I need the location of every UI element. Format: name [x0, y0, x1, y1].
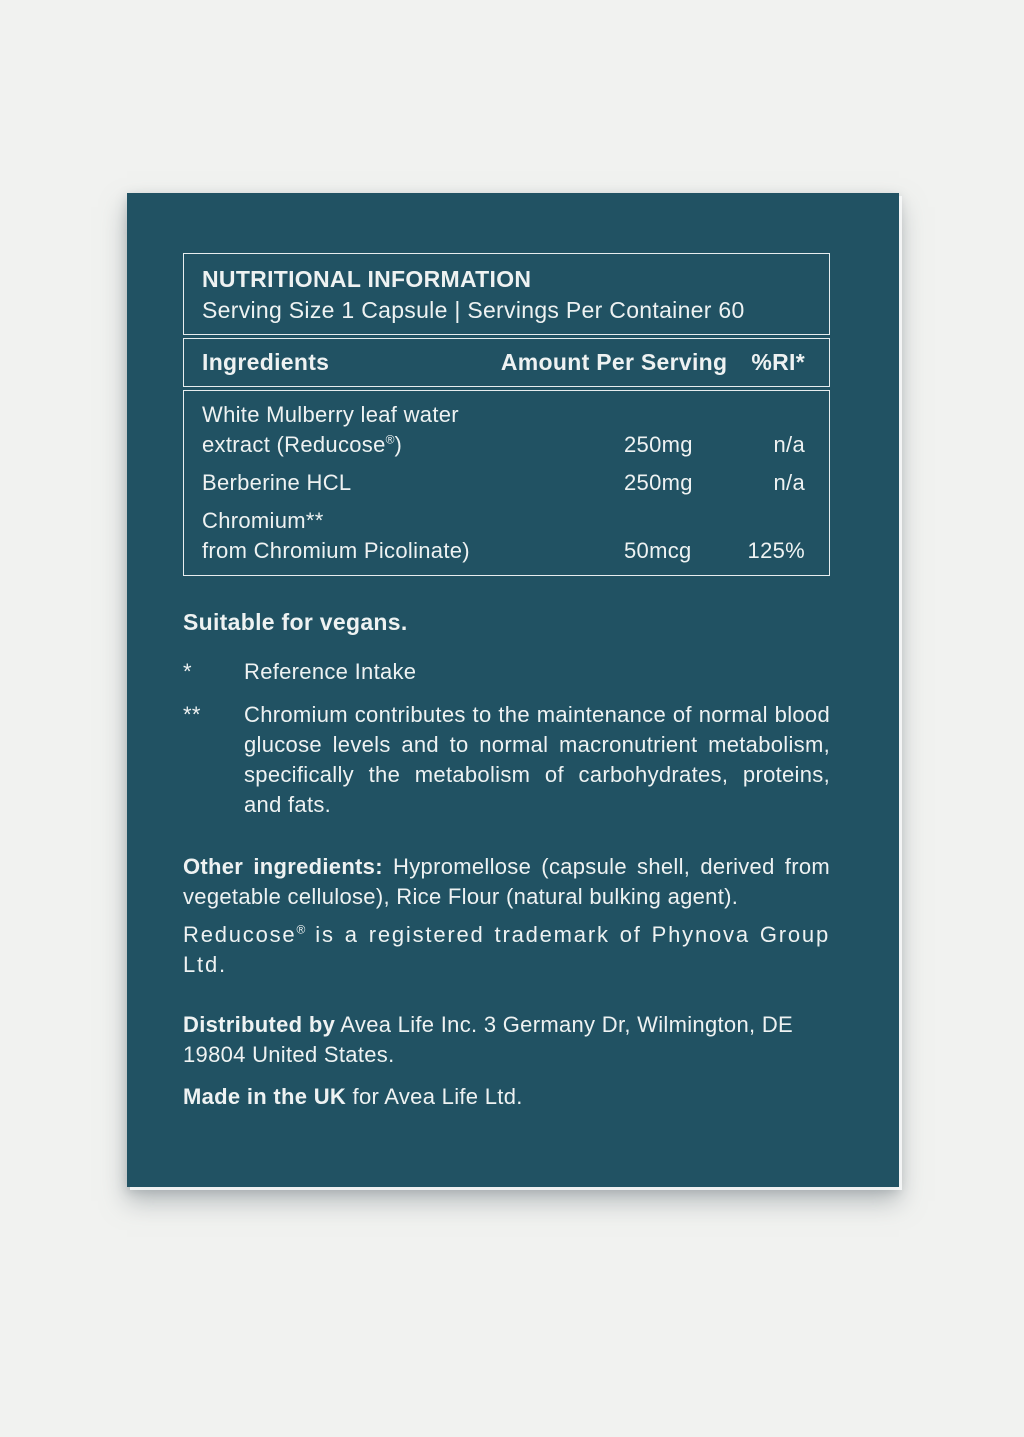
table-row-chromium	[184, 506, 829, 566]
footnote-reference-intake	[183, 657, 830, 687]
ingredient-name: White Mulberry leaf water extract (Reducose®)	[202, 402, 459, 457]
footnote-chromium-claim	[183, 700, 830, 820]
trademark-text: is a registered trademark of Phynova Group Ltd.	[183, 922, 830, 977]
table-title-section	[183, 253, 830, 335]
column-header-ingredients: Ingredients	[202, 349, 330, 375]
distributed-by-label: Distributed by	[183, 1012, 336, 1037]
table-data-section	[183, 390, 830, 576]
made-in-paragraph	[183, 1082, 830, 1112]
amount-value: 50mcg	[624, 538, 692, 563]
ingredient-name: Chromium** from Chromium Picolinate)	[202, 508, 470, 563]
other-ingredients-label: Other ingredients:	[183, 854, 383, 879]
made-in-text: for Avea Life Ltd.	[352, 1084, 523, 1109]
registered-trademark-symbol: ®	[296, 922, 306, 937]
table-row-berberine	[184, 468, 829, 498]
footnote-marker: *	[183, 659, 192, 684]
nutrition-label-card	[127, 193, 899, 1187]
trademark-paragraph	[183, 920, 830, 980]
table-row-white-mulberry	[184, 400, 829, 460]
vegan-note: Suitable for vegans.	[183, 609, 408, 635]
registered-trademark-symbol: ®	[385, 432, 395, 447]
nutrition-table	[183, 253, 830, 576]
distributor-paragraph	[183, 1010, 830, 1070]
amount-value: 250mg	[624, 470, 693, 495]
table-header-row	[183, 338, 830, 387]
footnote-text: Chromium contributes to the maintenance of normal blood glucose levels and to normal macronutrient metabolism, specifically the metabolism of carbohydrates, proteins, and fats.	[244, 702, 830, 817]
column-header-amount: Amount Per Serving	[500, 349, 728, 375]
made-in-uk-label: Made in the UK	[183, 1084, 347, 1109]
ri-value: n/a	[773, 432, 805, 457]
other-ingredients-text: Hypromellose (capsule shell, derived from vegetable cellulose), Rice Flour (natural bulking agent).	[183, 854, 830, 909]
brand-name: Reducose	[183, 922, 297, 947]
footnote-text: Reference Intake	[244, 659, 417, 684]
footnote-marker: **	[183, 702, 201, 727]
ri-value: n/a	[773, 470, 805, 495]
other-ingredients-paragraph	[183, 852, 830, 912]
ri-value: 125%	[747, 538, 805, 563]
ingredient-name: Berberine HCL	[202, 470, 352, 495]
serving-info: Serving Size 1 Capsule | Servings Per Container 60	[202, 297, 745, 323]
column-header-ri: %RI*	[751, 349, 805, 375]
amount-value: 250mg	[624, 432, 693, 457]
distributor-address: Avea Life Inc. 3 Germany Dr, Wilmington, DE 19804 United States.	[183, 1012, 793, 1067]
table-title: NUTRITIONAL INFORMATION	[202, 266, 532, 292]
